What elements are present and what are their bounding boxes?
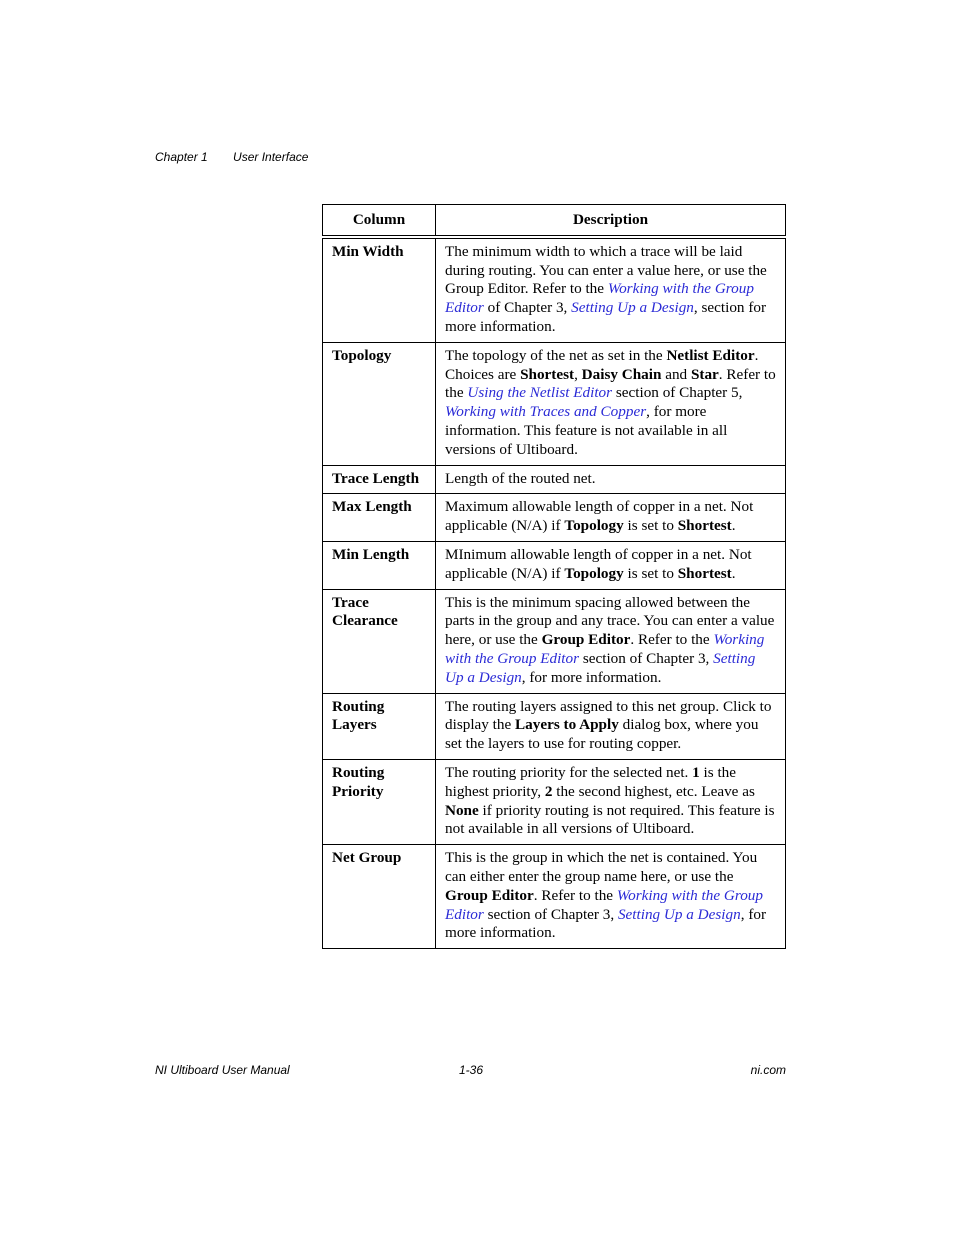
row-column-name: Net Group (323, 845, 436, 949)
section-label: User Interface (233, 150, 309, 164)
row-description (436, 845, 786, 949)
row-column-name: Min Width (323, 237, 436, 342)
emphasized-term: Shortest (677, 517, 732, 535)
table-row (323, 693, 786, 759)
row-column-name: Topology (323, 342, 436, 465)
description-text: MInimum allowable length of copper in a net. Not applicable (N/A) if (445, 545, 752, 582)
description-text: Length of the routed net. (445, 469, 596, 487)
table-body (323, 237, 786, 949)
description-text: This is the group in which the net is contained. You can either enter the group name here, or use the (445, 849, 758, 885)
description-text: of Chapter 3, (483, 299, 572, 317)
cross-reference-link[interactable]: Setting Up a Design (445, 649, 756, 686)
emphasized-term: Netlist Editor (666, 346, 755, 364)
description-text: is the highest priority, (445, 763, 737, 800)
description-header: Description (436, 205, 786, 237)
cross-reference-link[interactable]: Working with the Group Editor (445, 631, 765, 667)
row-description (436, 494, 786, 542)
row-column-name: Max Length (323, 494, 436, 542)
description-text: section of Chapter 5, (612, 384, 743, 402)
row-description (436, 693, 786, 759)
description-text: is set to (623, 564, 678, 582)
cross-reference-link[interactable]: Working with Traces and Copper (445, 403, 647, 421)
description-text: The minimum width to which a trace will be laid during routing. You can enter a value here, or use the Group Editor. Refer to the (445, 242, 767, 298)
emphasized-term: Shortest (677, 564, 732, 582)
description-text: , for more information. This feature is not available in all versions of Ultiboard. (445, 403, 728, 458)
row-description (436, 342, 786, 465)
footer-manual-title: NI Ultiboard User Manual (155, 1063, 290, 1077)
row-column-name: Min Length (323, 541, 436, 589)
emphasized-term: Topology (564, 517, 624, 535)
description-text: , for more information. (445, 905, 767, 942)
description-text: The topology of the net as set in the (445, 346, 667, 364)
table-row (323, 494, 786, 542)
description-text: The routing layers assigned to this net group. Click to display the (445, 697, 772, 734)
description-text: . Refer to the (630, 631, 714, 649)
emphasized-term: Star (690, 365, 719, 383)
emphasized-term: None (445, 801, 479, 819)
description-text: This is the minimum spacing allowed between the parts in the group and any trace. You can enter a value here, or use the (445, 593, 775, 649)
column-header: Column (323, 205, 436, 237)
description-text: , for more information. (521, 668, 662, 686)
row-column-name: Trace Clearance (323, 589, 436, 693)
row-description (436, 541, 786, 589)
table-row (323, 759, 786, 844)
description-text: dialog box, where you set the layers to use for routing copper. (445, 716, 759, 753)
emphasized-term: Group Editor (445, 886, 534, 904)
cross-reference-link[interactable]: Working with the Group Editor (445, 886, 763, 923)
emphasized-term: Topology (564, 564, 624, 582)
description-text: Maximum allowable length of copper in a net. Not applicable (N/A) if (445, 498, 754, 535)
description-text: . (731, 564, 736, 582)
description-text: . (731, 517, 736, 535)
running-header (155, 150, 330, 164)
cross-reference-link[interactable]: Working with the Group Editor (445, 280, 754, 317)
cross-reference-link[interactable]: Setting Up a Design (617, 905, 741, 923)
description-text: . Choices are (445, 346, 759, 383)
description-text: , section for more information. (445, 299, 767, 335)
table-row (323, 342, 786, 465)
cross-reference-link[interactable]: Using the Netlist Editor (467, 384, 613, 402)
table-row (323, 237, 786, 342)
emphasized-term: Layers to Apply (515, 716, 619, 734)
description-text: , (574, 365, 582, 383)
description-text: section of Chapter 3, (483, 905, 618, 923)
description-text: The routing priority for the selected net. (445, 763, 693, 781)
cross-reference-link[interactable]: Setting Up a Design (571, 299, 694, 317)
table-header-row (323, 205, 786, 237)
description-text: section of Chapter 3, (579, 649, 714, 667)
description-text: . Refer to the (533, 886, 617, 904)
row-column-name: Routing Layers (323, 693, 436, 759)
row-description (436, 759, 786, 844)
row-column-name: Routing Priority (323, 759, 436, 844)
row-description (436, 237, 786, 342)
emphasized-term: 1 (692, 763, 700, 781)
table-row (323, 541, 786, 589)
row-description (436, 589, 786, 693)
emphasized-term: Daisy Chain (581, 365, 662, 383)
description-text: is set to (623, 517, 678, 535)
row-description (436, 465, 786, 494)
chapter-label: Chapter 1 (155, 150, 208, 164)
emphasized-term: Group Editor (541, 631, 631, 649)
footer-page-number: 1-36 (459, 1063, 484, 1077)
description-text: and (661, 365, 691, 383)
table-row (323, 589, 786, 693)
table-row (323, 465, 786, 494)
column-description-table (322, 204, 786, 949)
description-text: . Refer to the (445, 365, 776, 402)
description-text: if priority routing is not required. This feature is not available in all versions of Ultiboard. (445, 801, 775, 838)
description-text: the second highest, etc. Leave as (552, 782, 755, 800)
row-column-name: Trace Length (323, 465, 436, 494)
footer-website: ni.com (750, 1063, 786, 1077)
emphasized-term: Shortest (520, 365, 575, 383)
emphasized-term: 2 (544, 782, 553, 800)
table-row (323, 845, 786, 949)
